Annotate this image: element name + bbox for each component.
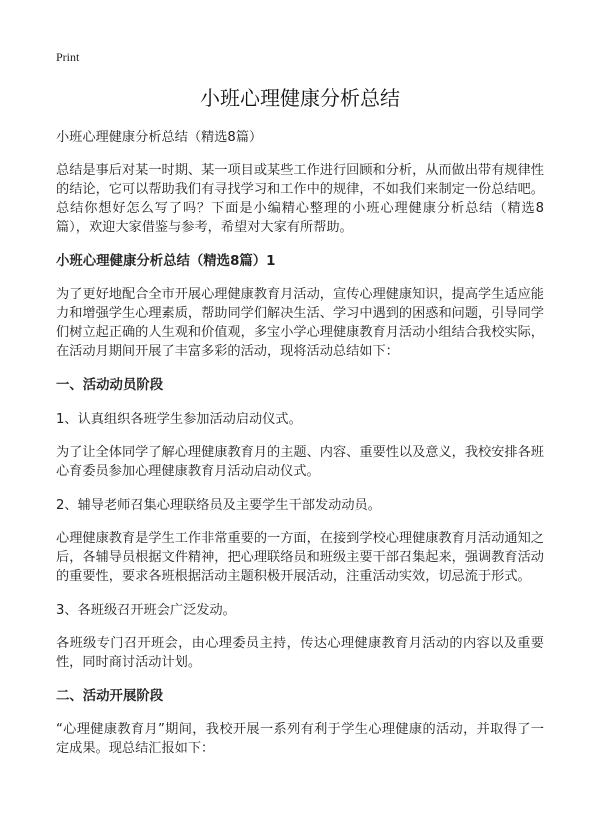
section-heading-mobilization: 一、活动动员阶段 xyxy=(56,378,164,393)
list-item-3: 3、各班级召开班会广泛发动。 xyxy=(56,603,236,618)
print-link[interactable]: Print xyxy=(56,50,80,64)
list-item-1: 1、认真组织各班学生参加活动启动仪式。 xyxy=(56,412,302,427)
article-heading: 小班心理健康分析总结（精选8篇）1 xyxy=(56,254,276,269)
page-title: 小班心理健康分析总结 xyxy=(200,86,400,110)
list-item-2-paragraph: 心理健康教育是学生工作非常重要的一方面，在接到学校心理健康教育月活动通知之后，各辅导员根据文件精神，把心理联络员和班级主要干部召集起来，强调教育活动的重要性，要求各班根据活动主题积极开展活动，注重活动实效，切忌流于形式。 xyxy=(56,531,544,584)
document-subtitle: 小班心理健康分析总结（精选8篇） xyxy=(56,130,263,145)
list-item-2: 2、辅导老师召集心理联络员及主要学生干部发动动员。 xyxy=(56,498,381,513)
activities-paragraph: “心理健康教育月”期间，我校开展一系列有利于学生心理健康的活动，并取得了一定成果。现总结汇报如下： xyxy=(56,722,544,756)
article-intro-paragraph: 为了更好地配合全市开展心理健康教育月活动，宣传心理健康知识，提高学生适应能力和增强学生心理素质，帮助同学们解决生活、学习中遇到的困惑和问题，引导同学们树立起正确的人生观和价值观，多宝小学心理健康教育月活动小组结合我校实际，在活动月期间开展了丰富多彩的活动，现将活动总结如下： xyxy=(56,287,544,359)
list-item-3-paragraph: 各班级专门召开班会，由心理委员主持，传达心理健康教育月活动的内容以及重要性，同时商讨活动计划。 xyxy=(56,636,544,670)
intro-paragraph: 总结是事后对某一时期、某一项目或某些工作进行回顾和分析，从而做出带有规律性的结论，它可以帮助我们有寻找学习和工作中的规律，不如我们来制定一份总结吧。总结你想好怎么写了吗？下面是小编精心整理的小班心理健康分析总结（精选8篇），欢迎大家借鉴与参考，希望对大家有所帮助。 xyxy=(56,163,544,235)
list-item-1-paragraph: 为了让全体同学了解心理健康教育月的主题、内容、重要性以及意义，我校安排各班心育委员参加心理健康教育月活动启动仪式。 xyxy=(56,445,544,479)
section-heading-activities: 二、活动开展阶段 xyxy=(56,689,164,704)
